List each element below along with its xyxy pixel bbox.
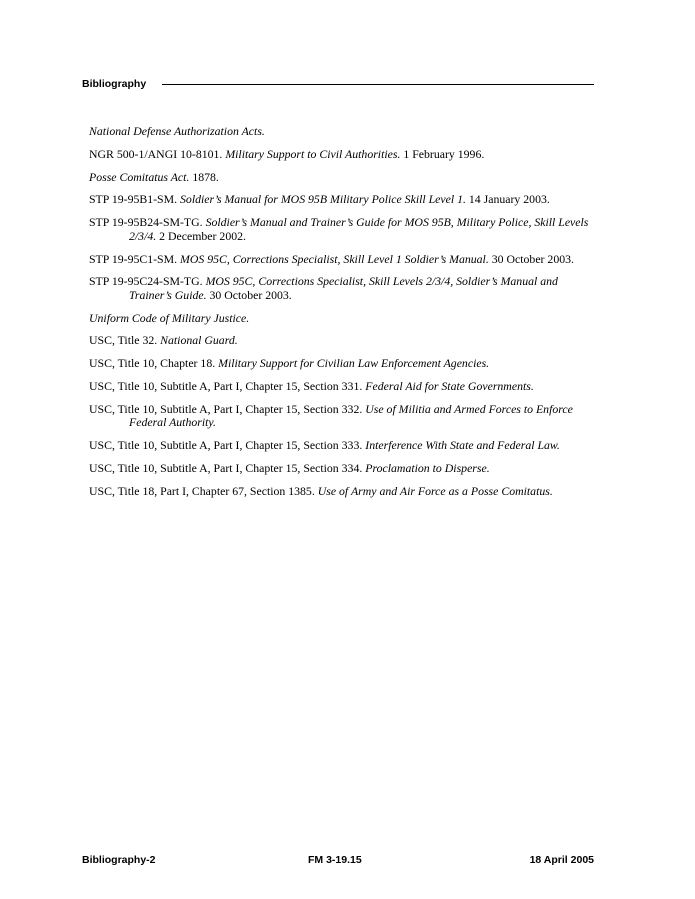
bibliography-entry bbox=[89, 253, 589, 267]
entry-date: 30 October 2003. bbox=[206, 287, 292, 302]
entry-source: STP 19-95B1-SM. bbox=[89, 192, 181, 207]
entry-source: USC, Title 10, Subtitle A, Part I, Chapter 15, Section 331. bbox=[89, 379, 366, 393]
footer-date: 18 April 2005 bbox=[529, 854, 594, 866]
entry-source: USC, Title 10, Subtitle A, Part I, Chapter 15, Section 332. bbox=[89, 401, 366, 416]
entry-title: Military Support for Civilian Law Enforcement Agencies. bbox=[218, 356, 490, 371]
bibliography-entry bbox=[89, 148, 589, 162]
bibliography-entry bbox=[89, 193, 589, 207]
entry-title: Uniform Code of Military Justice. bbox=[89, 310, 250, 325]
entry-title: MOS 95C, Corrections Specialist, Skill Level 1 Soldier’s Manual. bbox=[180, 251, 489, 266]
footer-manual-id: FM 3-19.15 bbox=[308, 854, 362, 866]
bibliography-entry bbox=[89, 171, 589, 185]
entry-source: STP 19-95C1-SM. bbox=[89, 251, 181, 266]
bibliography-entry bbox=[89, 485, 589, 499]
entry-date: 30 October 2003. bbox=[488, 251, 574, 266]
entry-date: 1878. bbox=[189, 169, 219, 184]
entry-source: USC, Title 10, Subtitle A, Part I, Chapter 15, Section 333. bbox=[89, 438, 366, 453]
bibliography-entry bbox=[89, 380, 589, 394]
entry-title: Use of Army and Air Force as a Posse Comitatus. bbox=[317, 483, 553, 498]
entry-title: National Guard. bbox=[160, 333, 238, 348]
entry-title: Use of Militia and Armed Forces to Enforce Federal Authority. bbox=[129, 401, 573, 430]
header-title: Bibliography bbox=[82, 78, 147, 90]
entry-date: 2 December 2002. bbox=[156, 228, 246, 243]
bibliography-entry bbox=[89, 334, 589, 348]
entry-title: Federal Aid for State Governments. bbox=[365, 379, 534, 393]
entry-title: Proclamation to Disperse. bbox=[365, 460, 490, 475]
entry-source: USC, Title 18, Part I, Chapter 67, Section 1385. bbox=[89, 483, 318, 498]
entry-date: 14 January 2003. bbox=[465, 192, 550, 207]
bibliography-list bbox=[89, 125, 589, 508]
bibliography-entry bbox=[89, 125, 589, 139]
entry-source: USC, Title 32. bbox=[89, 333, 161, 348]
bibliography-entry bbox=[89, 439, 589, 453]
page-header bbox=[82, 78, 594, 94]
entry-source: STP 19-95C24-SM-TG. bbox=[89, 274, 206, 289]
bibliography-entry bbox=[89, 216, 589, 243]
entry-source: USC, Title 10, Subtitle A, Part I, Chapter 15, Section 334. bbox=[89, 460, 366, 475]
entry-title: Military Support to Civil Authorities. bbox=[225, 146, 401, 161]
entry-title: Soldier’s Manual for MOS 95B Military Police Skill Level 1. bbox=[180, 192, 466, 207]
bibliography-entry bbox=[89, 275, 589, 302]
entry-source: STP 19-95B24-SM-TG. bbox=[89, 215, 206, 230]
entry-title: MOS 95C, Corrections Specialist, Skill Levels 2/3/4, Soldier’s Manual and Trainer’s Guide. bbox=[129, 274, 558, 302]
entry-source: USC, Title 10, Chapter 18. bbox=[89, 356, 219, 371]
entry-title: National Defense Authorization Acts. bbox=[89, 124, 265, 138]
entry-date: 1 February 1996. bbox=[400, 146, 485, 161]
header-rule bbox=[162, 84, 594, 85]
entry-title: Posse Comitatus Act. bbox=[89, 169, 190, 184]
bibliography-entry bbox=[89, 462, 589, 476]
bibliography-entry bbox=[89, 312, 589, 326]
bibliography-entry bbox=[89, 403, 589, 430]
entry-title: Soldier’s Manual and Trainer’s Guide for MOS 95B, Military Police, Skill Levels 2/3/4. bbox=[129, 215, 589, 243]
entry-title: Interference With State and Federal Law. bbox=[365, 438, 560, 453]
footer-page-number: Bibliography-2 bbox=[82, 854, 156, 866]
bibliography-entry bbox=[89, 357, 589, 371]
entry-source: NGR 500-1/ANGI 10-8101. bbox=[89, 146, 226, 161]
